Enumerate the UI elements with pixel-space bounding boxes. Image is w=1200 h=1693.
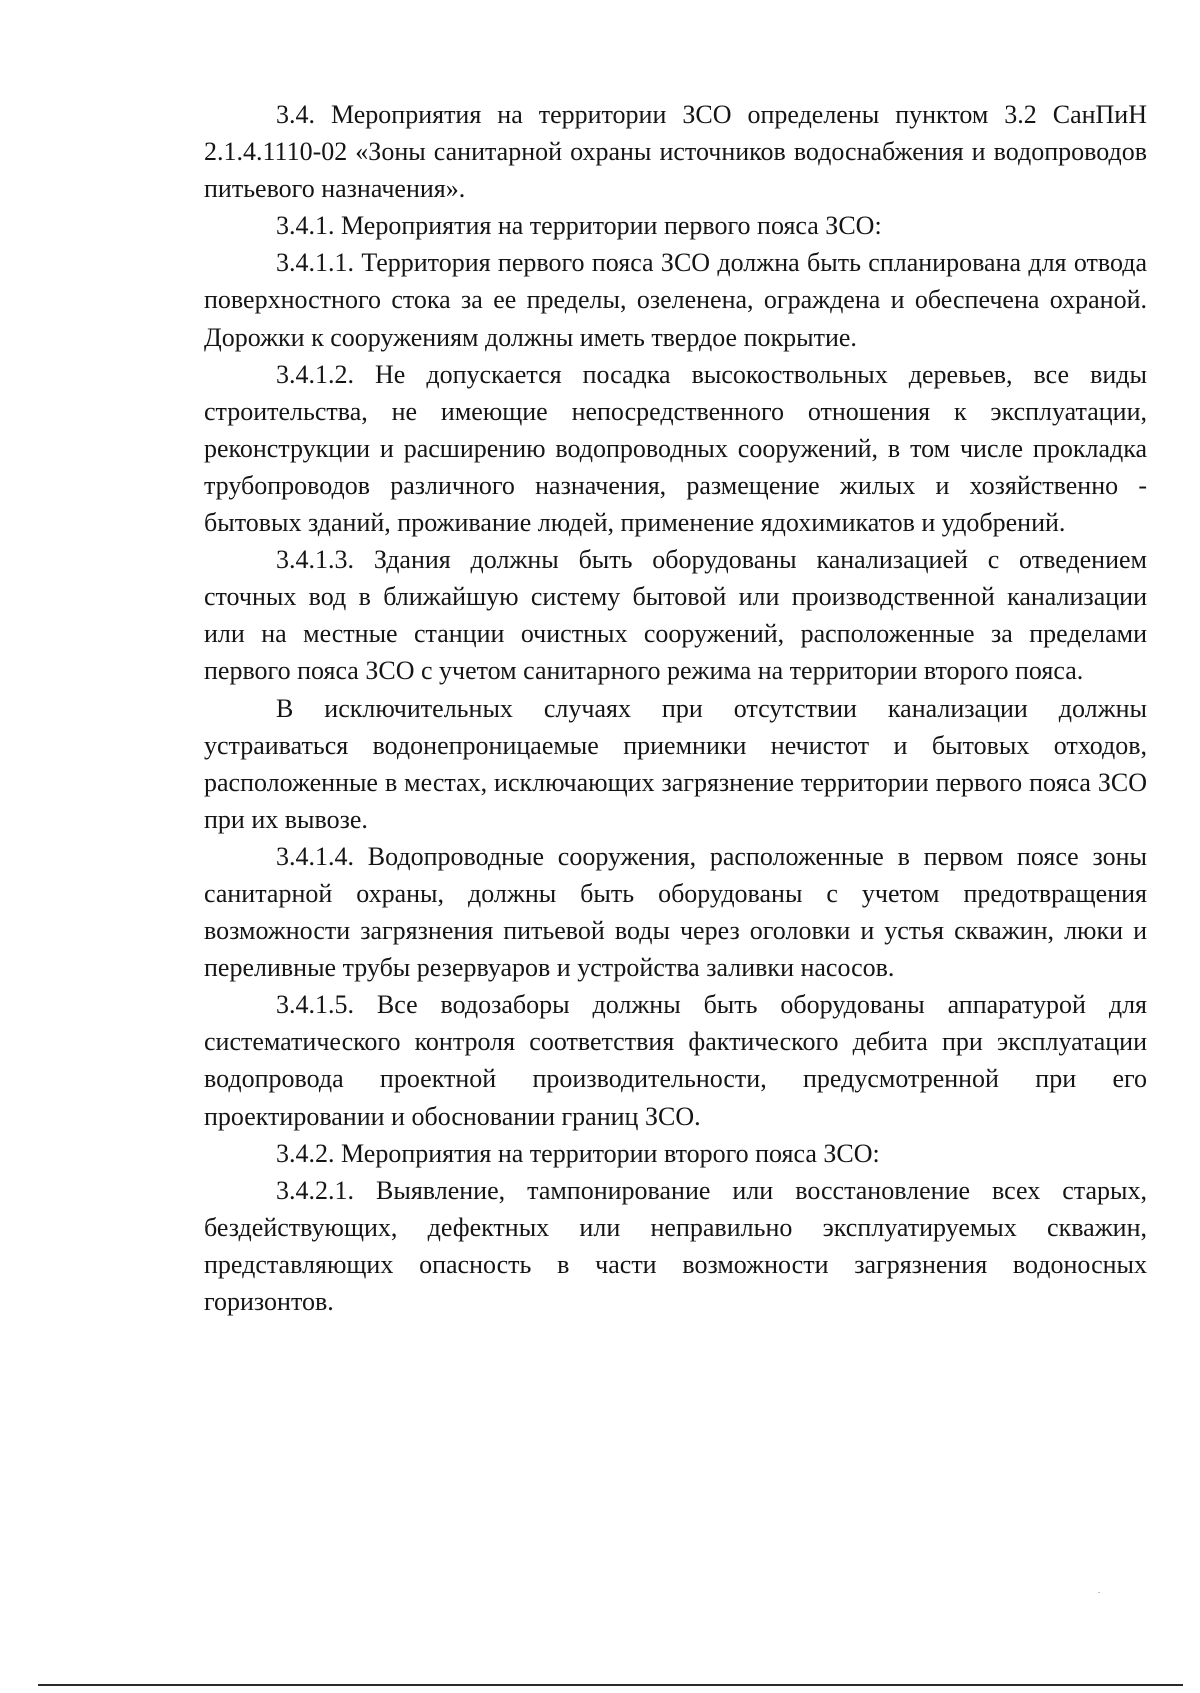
document-body <box>204 96 1147 1320</box>
paragraph-3-4: 3.4. Мероприятия на территории ЗСО определены пунктом 3.2 СанПиН 2.1.4.1110-02 «Зоны санитарной охраны источников водоснабжения и водопроводов питьевого назначения». <box>204 100 1147 204</box>
paragraph-3-4-1-5: 3.4.1.5. Все водозаборы должны быть оборудованы аппаратурой для систематического контроля соответствия фактического дебита при эксплуатации водопровода проектной производительности, предусмотренной при его проектировании и обосновании границ ЗСО. <box>204 990 1147 1131</box>
paragraph-3-4-1-2: 3.4.1.2. Не допускается посадка высокоствольных деревьев, все виды строительства, не имеющие непосредственного отношения к эксплуатации, реконструкции и расширению водопроводных сооружений, в том числе прокладка трубопроводов различного назначения, размещение жилых и хозяйственно - бытовых зданий, проживание людей, применение ядохимикатов и удобрений. <box>204 359 1147 538</box>
scan-speck <box>1098 1592 1100 1593</box>
paragraph-3-4-1-1: 3.4.1.1. Территория первого пояса ЗСО должна быть спланирована для отвода поверхностного стока за ее пределы, озеленена, ограждена и обеспечена охраной. Дорожки к сооружениям должны иметь твердое покрытие. <box>204 248 1147 352</box>
paragraph-3-4-2: 3.4.2. Мероприятия на территории второго пояса ЗСО: <box>276 1138 880 1168</box>
paragraph-3-4-2-1: 3.4.2.1. Выявление, тампонирование или восстановление всех старых, бездействующих, дефектных или неправильно эксплуатируемых скважин, представляющих опасность в части возможности загрязнения водоносных горизонтов. <box>204 1175 1147 1316</box>
paragraph-3-4-1: 3.4.1. Мероприятия на территории первого пояса ЗСО: <box>276 211 882 241</box>
bottom-rule <box>38 1684 1183 1686</box>
paragraph-3-4-1-4: 3.4.1.4. Водопроводные сооружения, расположенные в первом поясе зоны санитарной охраны, должны быть оборудованы с учетом предотвращения возможности загрязнения питьевой воды через оголовки и устья скважин, люки и переливные трубы резервуаров и устройства заливки насосов. <box>204 841 1147 983</box>
paragraph-3-4-1-3: 3.4.1.3. Здания должны быть оборудованы канализацией с отведением сточных вод в ближайшую систему бытовой или производственной канализации или на местные станции очистных сооружений, расположенные за пределами первого пояса ЗСО с учетом санитарного режима на территории второго пояса. <box>204 545 1147 686</box>
paragraph-exceptional-cases: В исключительных случаях при отсутствии канализации должны устраиваться водонепроницаемые приемники нечистот и бытовых отходов, расположенные в местах, исключающих загрязнение территории первого пояса ЗСО при их вывозе. <box>204 693 1147 834</box>
